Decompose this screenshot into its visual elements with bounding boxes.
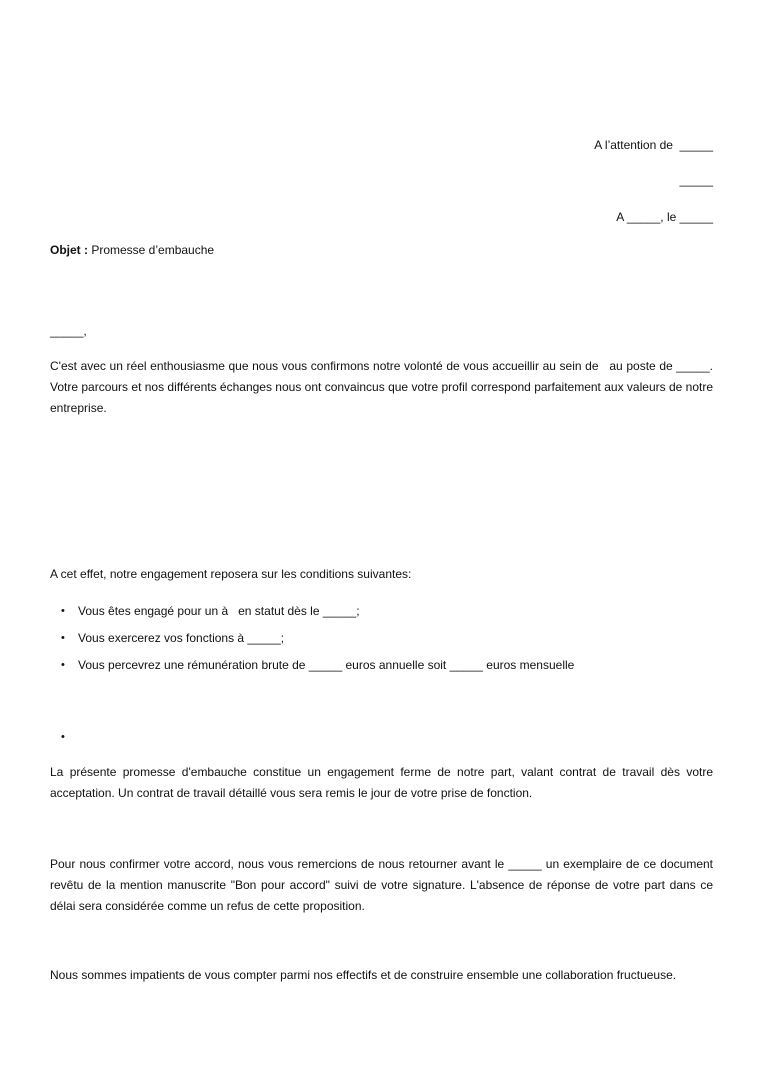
conditions-list xyxy=(50,601,713,682)
commitment-paragraph: La présente promesse d'embauche constitue un engagement ferme de notre part, valant contrat de travail dès votre acceptation. Un contrat de travail détaillé vous sera remis le jour de votre prise de fonction. xyxy=(50,765,713,800)
recipient-blank: _____ xyxy=(679,173,713,187)
subject-label: Objet : xyxy=(50,243,88,257)
place-date-line: A _____, le _____ xyxy=(616,210,713,224)
subject-line xyxy=(50,240,713,261)
salutation: _____, xyxy=(50,324,87,338)
condition-item: • Vous percevrez une rémunération brute de _____ euros annuelle soit _____ euros mensuelle xyxy=(50,655,713,682)
subject-text: Promesse d’embauche xyxy=(88,243,215,257)
empty-list xyxy=(50,727,713,754)
attention-line: A l’attention de _____ xyxy=(594,138,713,152)
conditions-intro: A cet effet, notre engagement reposera sur les conditions suivantes: xyxy=(50,567,412,581)
empty-bullet-item xyxy=(50,727,713,754)
condition-item: • Vous exercerez vos fonctions à _____; xyxy=(50,628,713,655)
intro-paragraph: C'est avec un réel enthousiasme que nous vous confirmons notre volonté de vous accueillir au sein de au poste de _____. Votre parcours et nos différents échanges nous ont convaincus que votre profil correspond parfaitement aux valeurs de notre entreprise. xyxy=(50,359,717,415)
confirmation-paragraph: Pour nous confirmer votre accord, nous vous remercions de nous retourner avant le _____ un exemplaire de ce document revêtu de la mention manuscrite "Bon pour accord" suivi de votre signature. L'absence de réponse de votre part dans ce délai sera considérée comme un refus de cette proposition. xyxy=(50,857,713,913)
condition-item: • Vous êtes engagé pour un à en statut dès le _____; xyxy=(50,601,713,628)
closing-paragraph: Nous sommes impatients de vous compter parmi nos effectifs et de construire ensemble une collaboration fructueuse. xyxy=(50,968,677,982)
